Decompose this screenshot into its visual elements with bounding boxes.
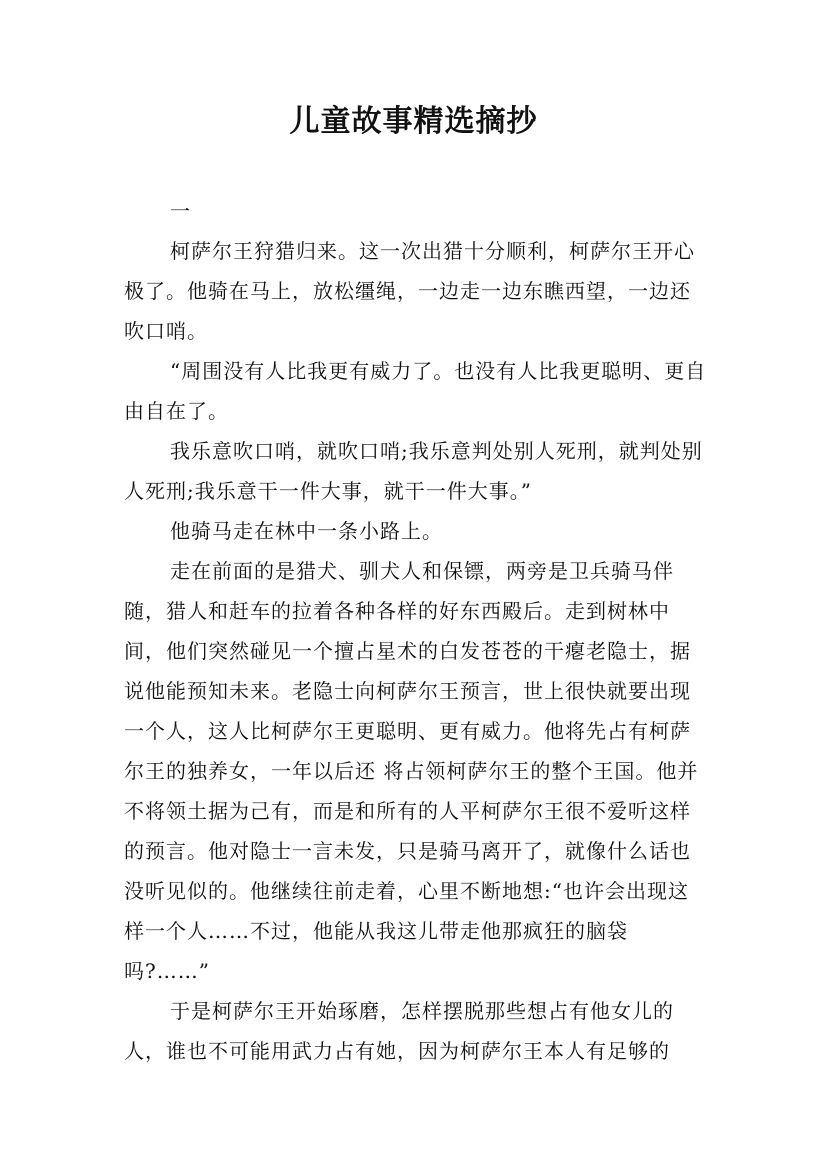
paragraph-3: 我乐意吹口哨，就吹口哨;我乐意判处别人死刑，就判处别人死刑;我乐意干一件大事，就干一件大事。” <box>124 439 703 503</box>
paragraph-6: 于是柯萨尔王开始琢磨，怎样摆脱那些想占有他女儿的人，谁也不可能用武力占有她，因为柯萨尔王本人有足够的 <box>124 999 674 1063</box>
document-title: 儿童故事精选摘抄 <box>289 104 538 139</box>
section-number: 一 <box>170 199 191 223</box>
paragraph-5: 走在前面的是猎犬、驯犬人和保镖，两旁是卫兵骑马伴随，猎人和赶车的拉着各种各样的好东西殿后。走到树林中间，他们突然碰见一个擅占星术的白发苍苍的干瘪老隐士，据说他能预知未来。老隐士向柯萨尔王预言，世上很快就要出现一个人，这人比柯萨尔王更聪明、更有威力。他将先占有柯萨尔王的独养女，一年以后还 将占领柯萨尔王的整个王国。他并不将领土据为己有，而是和所有的人平柯萨尔王很不爱听这样的预言。他对隐士一言未发，只是骑马离开了，就像什么话也没听见似的。他继续往前走着，心里不断地想:“也许会出现这样一个人……不过，他能从我这儿带走他那疯狂的脑袋吗?……” <box>124 559 699 983</box>
document-body <box>124 191 709 1071</box>
paragraph-4: 他骑马走在林中一条小路上。 <box>170 519 443 543</box>
paragraph-1: 柯萨尔王狩猎归来。这一次出猎十分顺利，柯萨尔王开心极了。他骑在马上，放松缰绳，一边走一边东瞧西望，一边还 吹口哨。 <box>124 239 695 343</box>
paragraph-2: “周围没有人比我更有威力了。也没有人比我更聪明、更自由自在了。 <box>124 359 707 423</box>
